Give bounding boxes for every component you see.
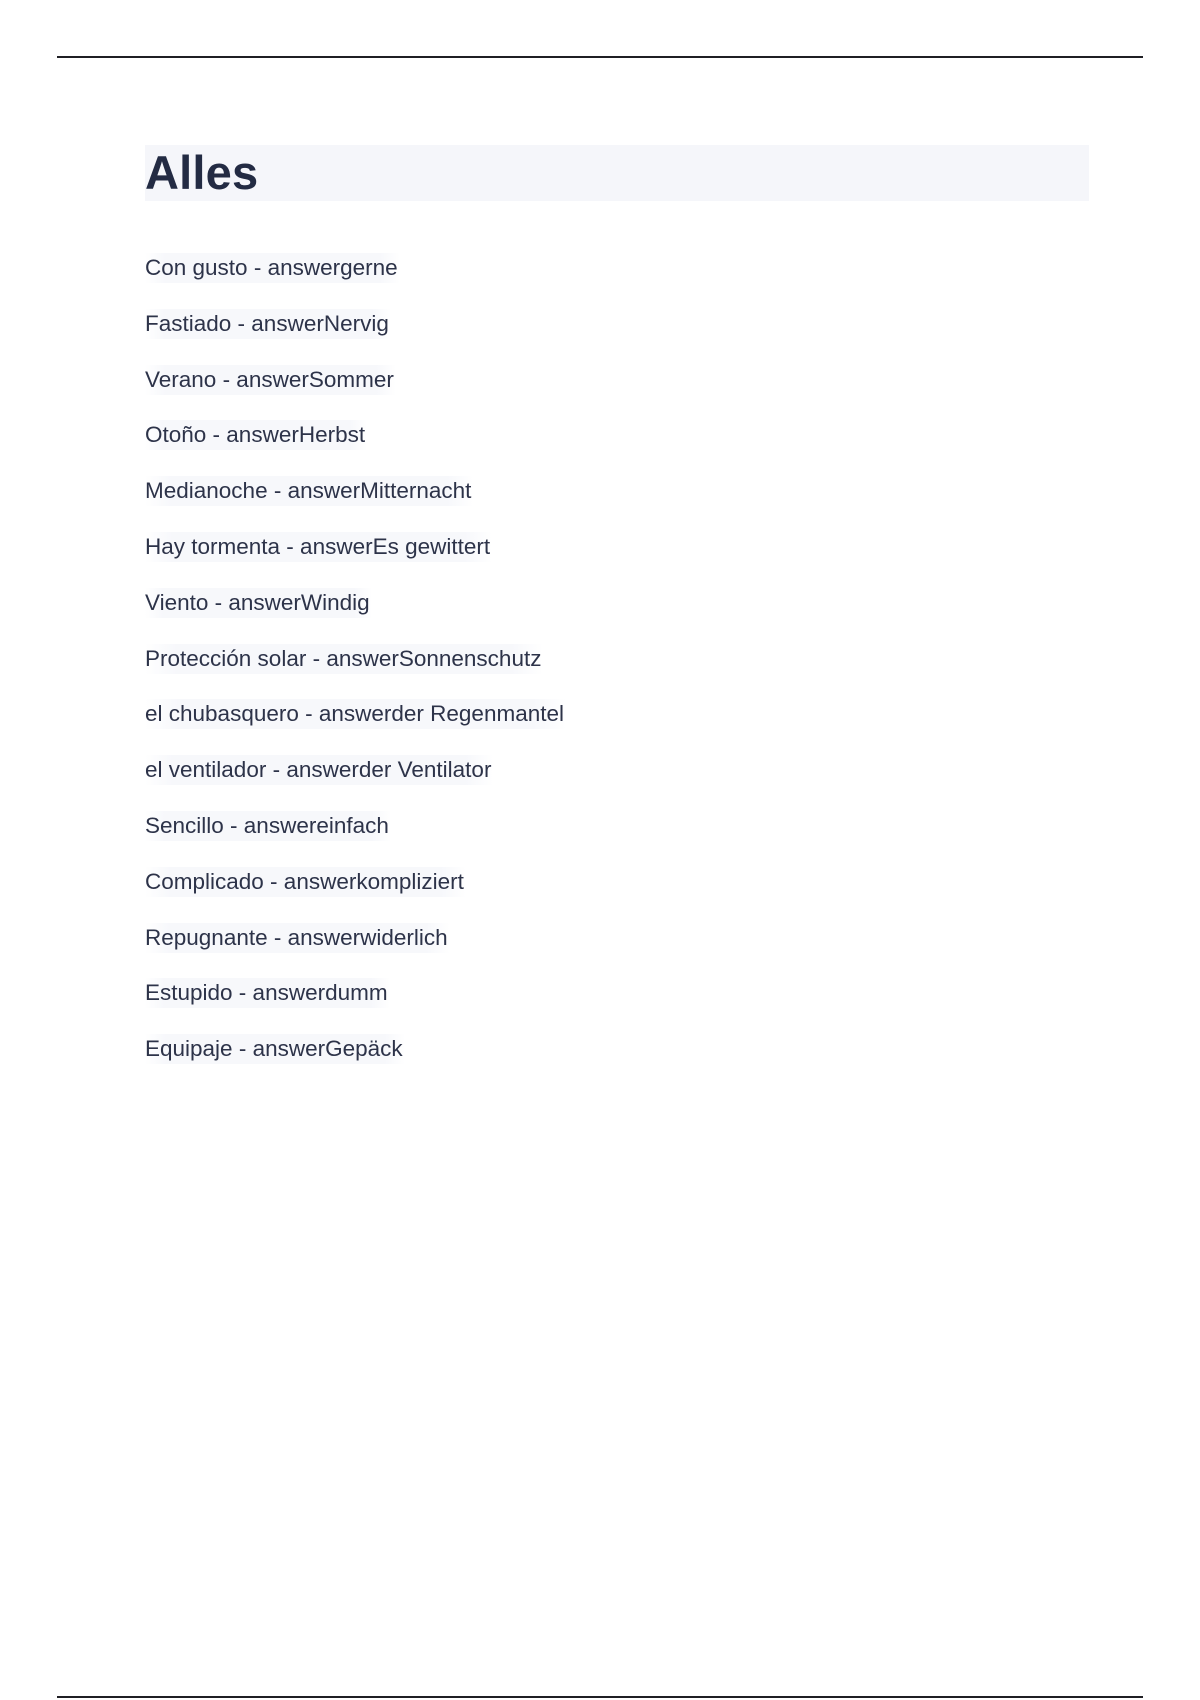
list-item bbox=[145, 978, 1045, 1034]
list-item-text: Protección solar - answerSonnenschutz bbox=[145, 644, 543, 674]
heading-band bbox=[145, 145, 1089, 201]
list-item bbox=[145, 476, 1045, 532]
list-item-text: el ventilador - answerder Ventilator bbox=[145, 755, 493, 785]
list-item bbox=[145, 1034, 1045, 1090]
list-item-text: Estupido - answerdumm bbox=[145, 978, 390, 1008]
list-item bbox=[145, 309, 1045, 365]
list-item bbox=[145, 532, 1045, 588]
list-item-text: Viento - answerWindig bbox=[145, 588, 372, 618]
page-title: Alles bbox=[145, 146, 259, 199]
list-item-text: Verano - answerSommer bbox=[145, 365, 396, 395]
list-item-text: Otoño - answerHerbst bbox=[145, 420, 367, 450]
list-item bbox=[145, 644, 1045, 700]
list-item-text: Fastiado - answerNervig bbox=[145, 309, 391, 339]
list-item-text: Medianoche - answerMitternacht bbox=[145, 476, 473, 506]
list-item-text: Hay tormenta - answerEs gewittert bbox=[145, 532, 492, 562]
list-item bbox=[145, 365, 1045, 421]
bottom-rule bbox=[57, 1696, 1143, 1698]
list-item bbox=[145, 755, 1045, 811]
list-item bbox=[145, 588, 1045, 644]
list-item-text: Repugnante - answerwiderlich bbox=[145, 923, 450, 953]
list-item bbox=[145, 253, 1045, 309]
list-item-text: el chubasquero - answerder Regenmantel bbox=[145, 699, 566, 729]
list-item bbox=[145, 420, 1045, 476]
list-item-text: Equipaje - answerGepäck bbox=[145, 1034, 405, 1064]
list-item-text: Con gusto - answergerne bbox=[145, 253, 400, 283]
list-item bbox=[145, 811, 1045, 867]
vocabulary-list bbox=[145, 253, 1045, 1090]
list-item bbox=[145, 923, 1045, 979]
list-item-text: Complicado - answerkompliziert bbox=[145, 867, 466, 897]
list-item bbox=[145, 867, 1045, 923]
list-item-text: Sencillo - answereinfach bbox=[145, 811, 391, 841]
list-item bbox=[145, 699, 1045, 755]
top-rule bbox=[57, 56, 1143, 58]
